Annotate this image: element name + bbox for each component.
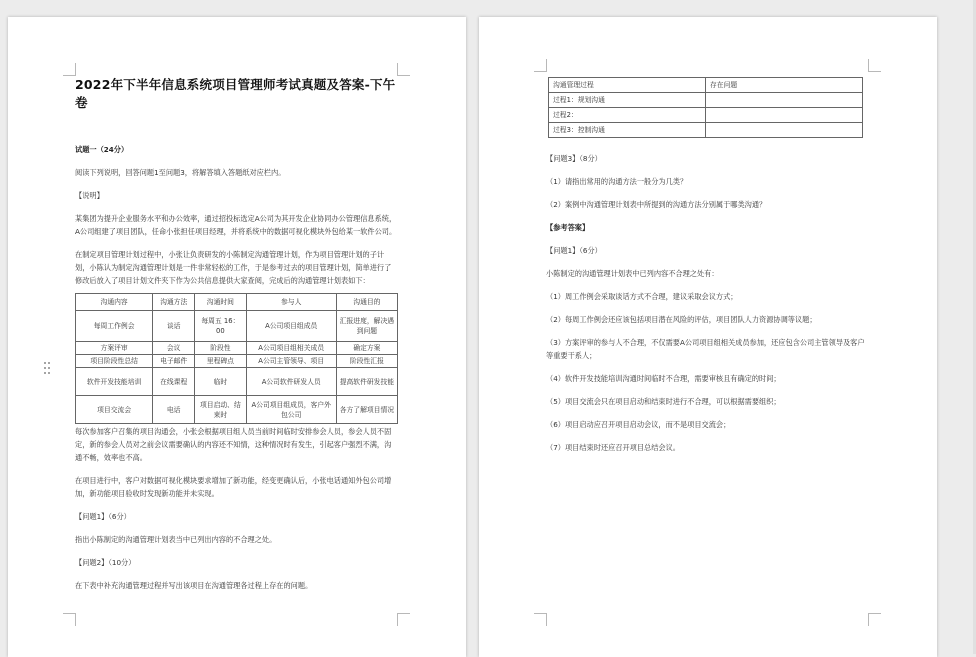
table-row xyxy=(76,396,398,424)
paragraph: 每次参加客户召集的项目沟通会，小张会根据项目组人员当前时间临时安排参会人员，参会人员不固定，新的参会人员对之前会议需要确认的内容还不知情，这种情况时有发生，引起客户强烈不满，沟通不畅，效率也不高。 xyxy=(75,427,392,462)
column-header: 沟通目的 xyxy=(336,294,397,311)
table-cell: 谈话 xyxy=(153,311,195,342)
table-cell: 每周五 16：00 xyxy=(195,311,247,342)
crop-mark xyxy=(397,63,410,76)
process-problem-table xyxy=(548,77,863,138)
answer-item: （4）软件开发技能培训沟通时间临时不合理，需要审核且有确定的时间； xyxy=(546,374,781,383)
table-cell: 临时 xyxy=(195,368,247,396)
column-header: 存在问题 xyxy=(706,78,863,93)
table-cell: 汇报进度，解决遇到问题 xyxy=(336,311,397,342)
table-cell: 项目交流会 xyxy=(76,396,153,424)
table-cell: A公司项目组相关成员 xyxy=(246,342,336,355)
table-cell: 每周工作例会 xyxy=(76,311,153,342)
question-label: 【问题2】（10分） xyxy=(75,558,136,567)
column-header: 沟通方法 xyxy=(153,294,195,311)
question-text: （1）请指出常用的沟通方法一般分为几类？ xyxy=(546,177,688,186)
drag-handle-icon[interactable] xyxy=(44,362,52,378)
answer-intro: 小陈制定的沟通管理计划表中已列内容不合理之处有： xyxy=(546,269,719,278)
answer-item: （2）每周工作例会还应该包括项目潜在风险的评估，项目团队人力资源协调等议题； xyxy=(546,315,817,324)
intro-text: 阅读下列说明，回答问题1至问题3，将解答填入答题纸对应栏内。 xyxy=(75,168,286,177)
table-cell xyxy=(706,123,863,138)
answer-item: （3）方案评审的参与人不合理，不仅需要A公司项目组相关成员参加，还应包含公司主管领导及客户等重要干系人； xyxy=(546,338,865,360)
column-header: 沟通管理过程 xyxy=(549,78,706,93)
crop-mark xyxy=(63,613,76,626)
table-cell: 项目阶段性总结 xyxy=(76,355,153,368)
page1-content xyxy=(75,75,398,602)
column-header: 参与人 xyxy=(246,294,336,311)
table-cell: 项目启动、结束时 xyxy=(195,396,247,424)
communication-plan-table xyxy=(75,293,398,424)
table-cell: 确定方案 xyxy=(336,342,397,355)
table-cell: 电子邮件 xyxy=(153,355,195,368)
table-cell: A公司项目组成员 xyxy=(246,311,336,342)
paragraph: 在项目进行中，客户对数据可视化模块要求增加了新功能，经变更确认后，小张电话通知外包公司增加，新功能项目验收时发现新功能并未实现。 xyxy=(75,476,392,498)
table-cell: 阶段性汇报 xyxy=(336,355,397,368)
crop-mark xyxy=(534,59,547,72)
table-cell: 过程3：控制沟通 xyxy=(549,123,706,138)
question-text: （2）案例中沟通管理计划表中所提到的沟通方法分别属于哪类沟通？ xyxy=(546,200,767,209)
table-cell: A公司主管领导、项目 xyxy=(246,355,336,368)
column-header: 沟通内容 xyxy=(76,294,153,311)
table-cell: 过程1：规划沟通 xyxy=(549,93,706,108)
table-cell: 会议 xyxy=(153,342,195,355)
table-cell: 各方了解项目情况 xyxy=(336,396,397,424)
table-cell: 阶段性 xyxy=(195,342,247,355)
answer-heading: 【参考答案】 xyxy=(546,223,590,232)
table-header-row xyxy=(76,294,398,311)
question-label: 【问题1】（6分） xyxy=(75,512,131,521)
document-title: 2022年下半年信息系统项目管理师考试真题及答案-下午卷 xyxy=(75,77,396,110)
table-cell: 电话 xyxy=(153,396,195,424)
table-cell: 方案评审 xyxy=(76,342,153,355)
column-header: 沟通时间 xyxy=(195,294,247,311)
description-heading: 【说明】 xyxy=(75,191,104,200)
table-cell: 在线课程 xyxy=(153,368,195,396)
paragraph: 某集团为提升企业服务水平和办公效率，通过招投标选定A公司为其开发企业协同办公管理信息系统，A公司组建了项目团队，任命小张担任项目经理，并将系统中的数据可视化模块外包给某一软件公司。 xyxy=(75,214,397,236)
answer-item: （5）项目交流会只在项目启动和结束时进行不合理，可以根据需要组织； xyxy=(546,397,781,406)
answer-item: （7）项目结束时还应召开项目总结会议。 xyxy=(546,443,680,452)
table-cell xyxy=(706,93,863,108)
question-label: 【问题3】（8分） xyxy=(546,154,602,163)
question-text: 在下表中补充沟通管理过程并写出该项目在沟通管理各过程上存在的问题。 xyxy=(75,581,313,590)
table-cell: 软件开发技能培训 xyxy=(76,368,153,396)
table-row xyxy=(76,368,398,396)
table-row xyxy=(549,108,863,123)
table-row xyxy=(549,93,863,108)
table-row xyxy=(76,342,398,355)
paragraph: 在制定项目管理计划过程中，小张让负责研发的小陈制定沟通管理计划，作为项目管理计划的子计划，小陈认为制定沟通管理计划是一件非常轻松的工作，于是参考过去的项目管理计划，简单进行了修改后放入了项目计划文件夹下作为公共信息提供大家查阅，完成后的沟通管理计划表如下： xyxy=(75,250,392,285)
answer-item: （6）项目启动应召开项目启动会议，而不是项目交流会； xyxy=(546,420,731,429)
table-row xyxy=(76,355,398,368)
crop-mark xyxy=(534,613,547,626)
document-page-1 xyxy=(8,17,466,657)
table-cell: 过程2： xyxy=(549,108,706,123)
table-cell: 里程碑点 xyxy=(195,355,247,368)
question-text: 指出小陈制定的沟通管理计划表当中已列出内容的不合理之处。 xyxy=(75,535,277,544)
crop-mark xyxy=(868,59,881,72)
question-heading: 试题一（24分） xyxy=(75,145,129,154)
page2-content xyxy=(546,77,869,464)
document-page-2 xyxy=(479,17,937,657)
table-cell: A公司项目组成员，客户外包公司 xyxy=(246,396,336,424)
crop-mark xyxy=(868,613,881,626)
table-row xyxy=(76,311,398,342)
crop-mark xyxy=(397,613,410,626)
table-cell: A公司软件研发人员 xyxy=(246,368,336,396)
table-cell: 提高软件研发技能 xyxy=(336,368,397,396)
answer-label: 【问题1】（6分） xyxy=(546,246,602,255)
table-row xyxy=(549,123,863,138)
table-header-row xyxy=(549,78,863,93)
table-cell xyxy=(706,108,863,123)
answer-item: （1）周工作例会采取谈话方式不合理，建议采取会议方式； xyxy=(546,292,738,301)
